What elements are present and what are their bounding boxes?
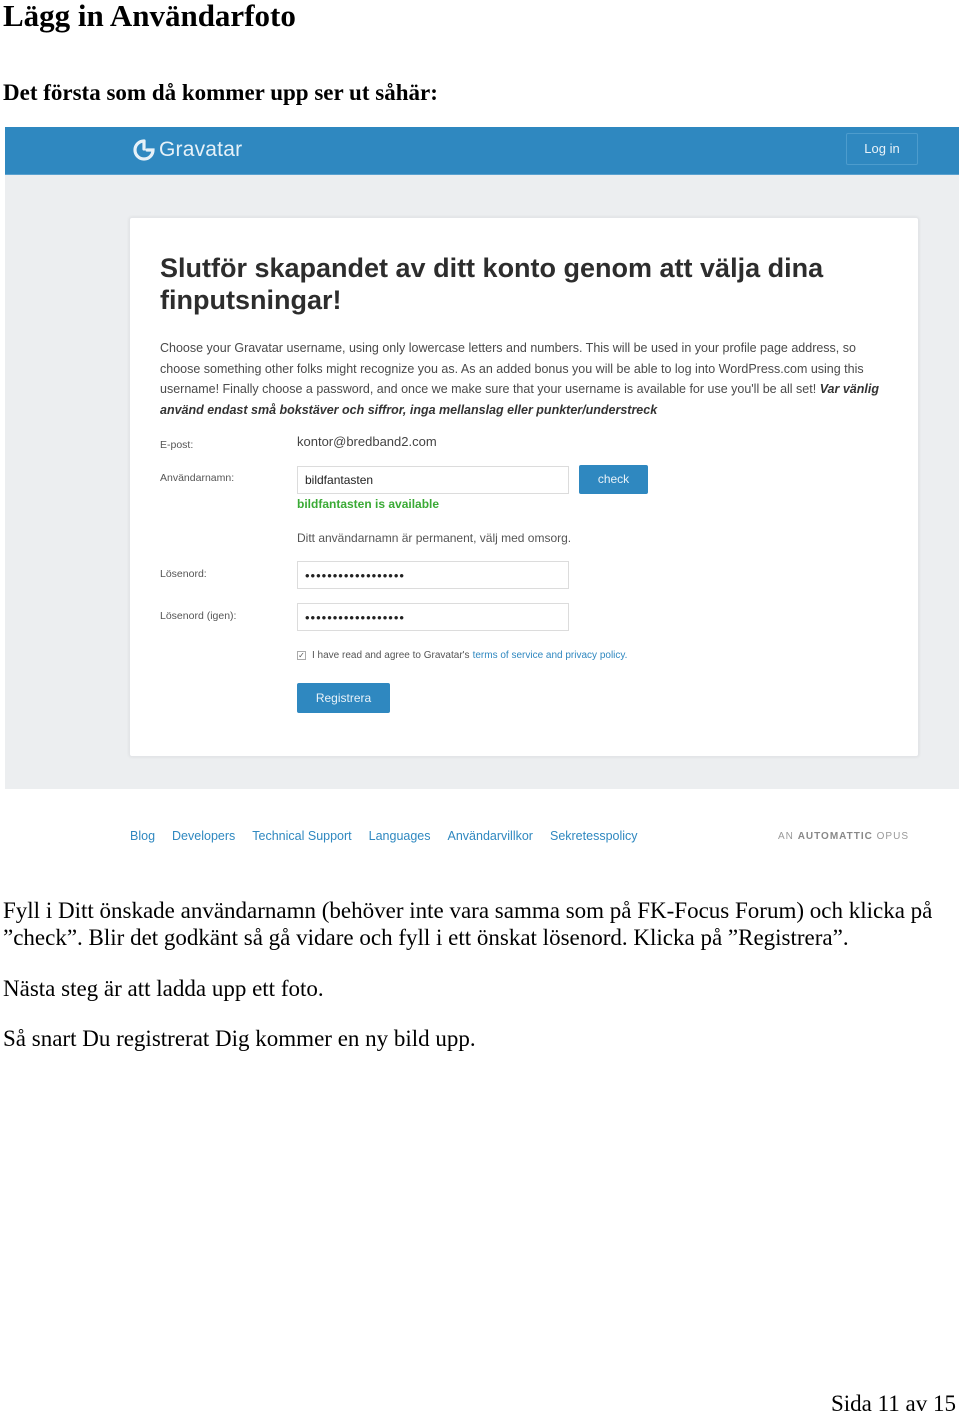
footer-link-privacy[interactable]: Sekretesspolicy [549,829,638,843]
brand-name: AUTOMATTIC [797,831,873,842]
username-label: Användarnamn: [160,472,235,484]
footer-link-blog[interactable]: Blog [130,829,156,843]
document-title: Lägg in Användarfoto [3,0,296,33]
check-button[interactable]: check [579,465,648,494]
footer-link-terms[interactable]: Användarvillkor [447,829,533,843]
form-title: Slutför skapandet av ditt konto genom att välja dina finputsningar! [160,253,824,315]
footer-link-technical-support[interactable]: Technical Support [252,829,352,843]
terms-text: I have read and agree to Gravatar's [312,650,470,661]
gravatar-header [5,127,959,175]
footer-link-languages[interactable]: Languages [368,829,431,843]
form-intro [160,338,895,420]
password-again-label: Lösenord (igen): [160,610,237,622]
password-label: Lösenord: [160,568,207,580]
register-button[interactable]: Registrera [297,683,390,713]
login-button[interactable]: Log in [846,133,918,165]
signup-card [129,217,919,757]
instruction-paragraph: Fyll i Ditt önskade användarnamn (behöver inte vara samma som på FK-Focus Forum) och klicka på ”check”. Blir det godkänt så gå vidare och fyll i ett önskat lösenord. Klicka på ”Registrera”. [3,898,933,950]
gravatar-footer [0,795,960,875]
footer-links [130,829,638,843]
gravatar-logo-icon [133,139,155,161]
terms-row [297,650,627,661]
email-label: E-post: [160,439,194,451]
gravatar-screenshot [5,127,959,789]
password-again-input[interactable]: •••••••••••••••••• [297,603,569,631]
next-step-paragraph: Nästa steg är att ladda upp ett foto. [3,976,324,1001]
after-register-paragraph: Så snart Du registrerat Dig kommer en ny bild upp. [3,1026,476,1051]
username-input[interactable]: bildfantasten [297,466,569,494]
gravatar-logo[interactable] [133,136,242,164]
brand-prefix: AN [778,831,794,842]
brand-suffix: OPUS [876,831,909,842]
terms-link[interactable]: terms of service and privacy policy. [472,650,628,661]
password-input[interactable]: •••••••••••••••••• [297,561,569,589]
page-number: Sida 11 av 15 [831,1391,956,1416]
terms-checkbox[interactable]: ✓ [298,651,305,660]
document-subtitle: Det första som då kommer upp ser ut såhär: [3,80,438,105]
footer-link-developers[interactable]: Developers [172,829,236,843]
username-permanent-note: Ditt användarnamn är permanent, välj med omsorg. [297,531,572,545]
form-intro-text: Choose your Gravatar username, using only lowercase letters and numbers. This will be used in your profile page address, so choose something other folks might recognize you as. As an added bonus you will be able to log into WordPress.com using this username! Finally choose a password, and once we make sure that your username is available for use you'll be all set! [160,341,864,396]
email-value: kontor@bredband2.com [297,434,437,449]
form-intro-emphasis: Var vänlig använd endast små bokstäver och siffror, inga mellanslag eller punkter/understreck [160,382,879,417]
automattic-brand[interactable] [778,831,909,842]
availability-status: bildfantasten is available [297,497,440,511]
gravatar-logo-text: Gravatar [159,138,243,161]
